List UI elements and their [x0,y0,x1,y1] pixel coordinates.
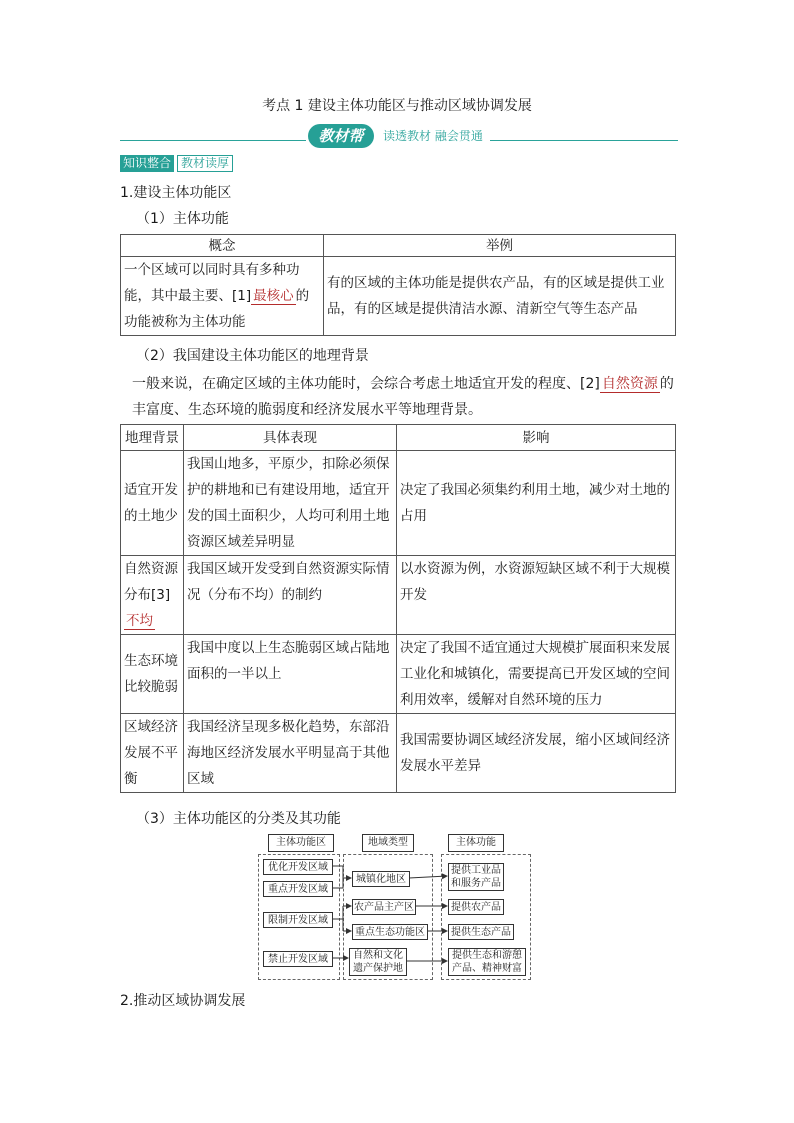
banner-label: 教材帮 [308,124,374,148]
answer-3: 不均 [126,613,153,629]
row3-bg: 生态环境比较脆弱 [121,635,184,714]
zone-key: 重点开发区域 [263,881,333,897]
row4-impact: 我国需要协调区域经济发展，缩小区域间经济发展水平差异 [397,714,676,793]
table2-header-bg: 地理背景 [121,425,184,451]
diagram-header-zone: 主体功能区 [268,834,334,852]
row2-bg: 自然资源分布[3]不均 [121,556,184,635]
type-agri: 农产品主产区 [352,899,416,915]
row1-bg: 适宜开发的土地少 [121,451,184,556]
background-paragraph: 一般来说，在确定区域的主体功能时，会综合考虑土地适宜开发的程度、[2] 自然资源 的丰富度、生态环境的脆弱度和经济发展水平等地理背景。 [132,376,674,418]
row2-detail: 我国区域开发受到自然资源实际情况（分布不均）的制约 [184,556,397,635]
table1-example-cell: 有的区域的主体功能是提供农产品，有的区域是提供工业品，有的区域是提供清洁水源、清新空气等生态产品 [324,257,676,336]
table2-header-detail: 具体表现 [184,425,397,451]
row3-detail: 我国中度以上生态脆弱区域占陆地面积的一半以上 [184,635,397,714]
tag-knowledge: 知识整合 [120,155,174,172]
zone-restrict: 限制开发区域 [263,912,333,928]
func-eco: 提供生态产品 [448,924,514,940]
func-agri: 提供农产品 [448,899,504,915]
sub-heading-2: （2）我国建设主体功能区的地理背景 [136,348,369,364]
banner-subtitle: 读透教材 融会贯通 [383,129,483,143]
row1-impact: 决定了我国必须集约利用土地，减少对土地的占用 [397,451,676,556]
answer-2: 自然资源 [601,376,658,392]
row1-detail: 我国山地多，平原少，扣除必须保护的耕地和已有建设用地，适宜开发的国土面积少，人均可利用土地资源区域差异明显 [184,451,397,556]
section2-heading: 2.推动区域协调发展 [120,993,246,1009]
row4-bg: 区域经济发展不平衡 [121,714,184,793]
row4-detail: 我国经济呈现多极化趋势，东部沿海地区经济发展水平明显高于其他区域 [184,714,397,793]
row3-impact: 决定了我国不适宜通过大规模扩展面积来发展工业化和城镇化，需要提高已开发区域的空间利用效率，缓解对自然环境的压力 [397,635,676,714]
section1-heading: 1.建设主体功能区 [120,185,232,201]
sub-heading-3: （3）主体功能区的分类及其功能 [136,811,341,827]
type-eco: 重点生态功能区 [352,924,428,940]
diagram-header-type: 地域类型 [362,834,414,852]
func-recreation: 提供生态和游憩产品、精神财富 [448,948,526,976]
type-heritage: 自然和文化遗产保护地 [349,948,407,976]
func-industrial: 提供工业品和服务产品 [448,863,504,891]
type-urban: 城镇化地区 [352,871,410,887]
answer-1: 最核心 [253,288,294,304]
zone-optimize: 优化开发区域 [263,859,333,875]
table2-header-impact: 影响 [397,425,676,451]
row2-impact: 以水资源为例，水资源短缺区域不利于大规模开发 [397,556,676,635]
table1-header-concept: 概念 [121,235,324,257]
sub-heading-1: （1）主体功能 [136,211,229,227]
page-title: 考点 1 建设主体功能区与推动区域协调发展 [262,98,532,114]
zone-prohibit: 禁止开发区域 [263,951,333,967]
tag-textbook: 教材读厚 [177,155,233,172]
table1-header-example: 举例 [324,235,676,257]
diagram-header-function: 主体功能 [448,834,504,852]
table1-concept-cell: 一个区域可以同时具有多种功能，其中最主要、[1] 最核心 的功能被称为主体功能 [121,257,324,336]
